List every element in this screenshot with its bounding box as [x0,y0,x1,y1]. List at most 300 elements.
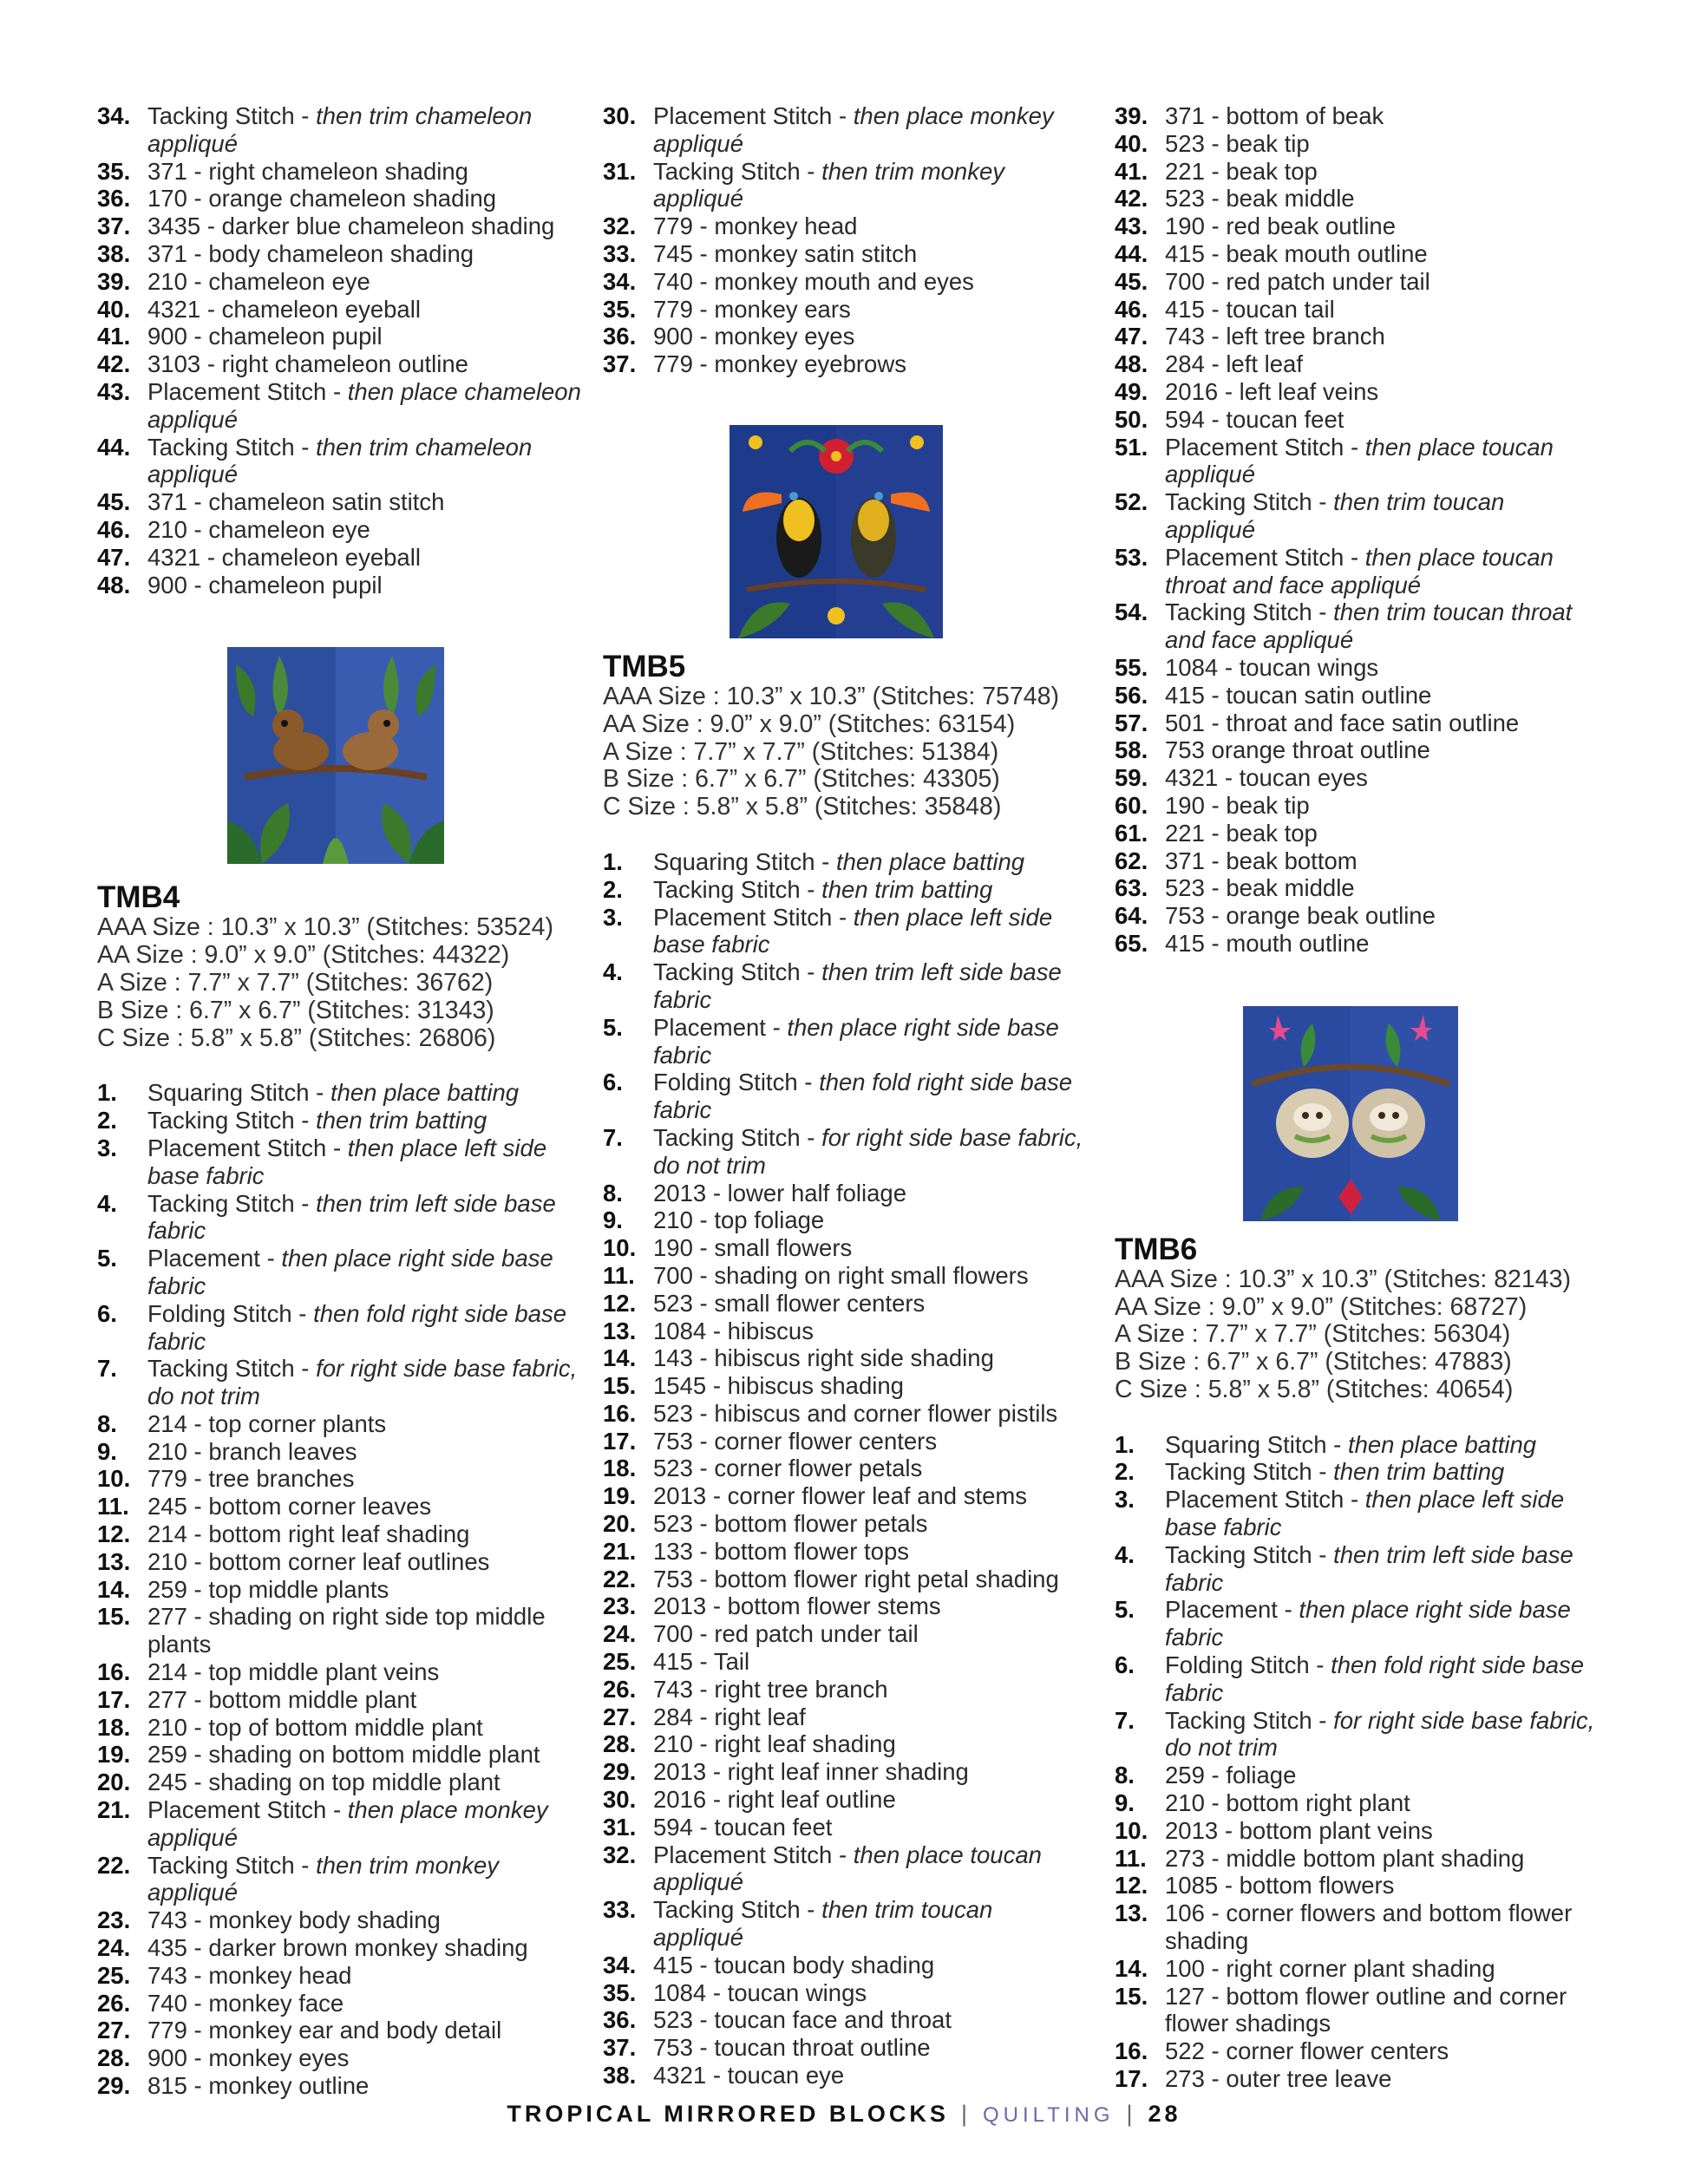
step-text [653,958,1089,1014]
step-number: 35. [97,157,131,185]
step-text [147,378,583,434]
step-item [1115,406,1600,434]
step-item [603,1592,1089,1620]
step-label: 779 - monkey ear and body detail [147,2017,502,2044]
step-item [97,1576,583,1604]
step-label: 700 - shading on right small flowers [653,1261,1029,1289]
step-number: 48. [97,571,131,598]
step-item [1115,930,1600,958]
step-instruction: then fold right side base fabric [1165,1651,1585,1706]
step-number: 20. [603,1510,637,1538]
step-text [1165,488,1600,544]
step-label: Placement Stitch - [653,1841,854,1868]
step-number: 58. [1115,736,1148,764]
step-label: Tacking Stitch - [1165,598,1334,626]
step-label: 753 orange throat outline [1165,736,1430,764]
tmb5-steps [603,848,1089,2089]
step-number: 29. [97,2072,131,2100]
column-3 [1115,102,1600,2093]
step-item [603,323,1089,350]
step-number: 11. [603,1261,635,1289]
step-item [97,323,583,350]
step-item [603,1979,1089,2007]
tmb5-block-image [730,425,943,638]
step-number: 43. [1115,213,1148,240]
step-number: 2. [97,1107,117,1135]
step-number: 28. [603,1730,637,1758]
step-label: 106 - corner flowers and bottom flower shading [1165,1900,1573,1955]
step-text [147,240,583,268]
step-text [147,1741,583,1769]
step-text [653,1730,1089,1758]
step-number: 23. [97,1906,131,1934]
step-item [1115,2065,1600,2093]
step-number: 33. [603,239,637,267]
step-item [97,1190,583,1246]
step-number: 48. [1115,350,1148,378]
step-label: 170 - orange chameleon shading [147,185,497,213]
step-label: 259 - shading on bottom middle plant [147,1741,540,1769]
step-label: Squaring Stitch - [653,847,836,875]
step-item [603,1648,1089,1676]
step-item [1115,296,1600,324]
step-label: 523 - beak tip [1165,129,1310,157]
tmb6-section [1115,1233,1600,2093]
step-text [653,1344,1089,1372]
step-item [1115,268,1600,296]
step-instruction: then place monkey appliqué [147,1796,548,1851]
step-text [1165,792,1600,820]
step-item [603,1124,1089,1180]
step-text [147,1079,583,1107]
step-number: 49. [1115,377,1148,405]
step-number: 24. [603,1620,637,1648]
step-label: Placement Stitch - [653,903,854,931]
step-number: 42. [97,350,131,378]
step-text [147,2017,583,2044]
step-item [603,158,1089,213]
step-label: 371 - body chameleon shading [147,239,474,267]
size-line: AA Size : 9.0” x 9.0” (Stitches: 44322) [97,941,510,970]
step-number: 46. [1115,295,1148,323]
step-item [97,378,583,434]
step-text [653,1206,1089,1234]
step-text [147,1410,583,1438]
step-number: 64. [1115,902,1148,930]
step-text [653,1262,1089,1290]
size-line: AAA Size : 10.3” x 10.3” (Stitches: 53524) [97,913,553,942]
step-text [1165,406,1600,434]
step-number: 21. [97,1796,131,1824]
step-item [97,1465,583,1493]
step-number: 34. [97,102,131,129]
step-number: 26. [97,1989,131,2017]
step-number: 61. [1115,819,1148,847]
step-item [97,158,583,186]
step-number: 7. [97,1355,117,1383]
step-item [603,1730,1089,1758]
step-number: 14. [603,1344,637,1372]
step-number: 36. [603,2006,637,2034]
step-label: 815 - monkey outline [147,2072,370,2100]
step-instruction: for right side base fabric, do not trim [147,1355,578,1410]
step-label: 523 - beak middle [1165,874,1355,902]
step-label: 435 - darker brown monkey shading [147,1934,528,1962]
step-text [653,1703,1089,1731]
step-number: 60. [1115,791,1148,819]
step-item [1115,1955,1600,1983]
step-label: 277 - shading on right side top middle plants [147,1603,546,1658]
step-number: 15. [97,1603,131,1631]
step-text [653,1400,1089,1428]
step-text [653,1896,1089,1952]
step-item [603,1344,1089,1372]
step-label: Placement Stitch - [1165,543,1365,571]
step-text [1165,378,1600,406]
step-number: 34. [603,267,637,295]
step-item [97,268,583,296]
step-number: 18. [603,1455,637,1482]
step-label: 190 - small flowers [653,1234,853,1262]
step-text [1165,1458,1600,1486]
step-item [603,904,1089,959]
step-number: 30. [603,1786,637,1814]
step-label: 2013 - bottom flower stems [653,1592,941,1620]
step-instruction: then place toucan appliqué [653,1841,1042,1896]
step-item [1115,1817,1600,1845]
step-number: 42. [1115,185,1148,213]
step-label: 745 - monkey satin stitch [653,239,918,267]
step-label: 523 - bottom flower petals [653,1510,928,1538]
step-item [97,1686,583,1714]
step-number: 36. [97,185,131,213]
step-label: 190 - red beak outline [1165,213,1397,240]
tmb4-section [97,881,583,2099]
step-text [653,350,1089,378]
step-label: 523 - corner flower petals [653,1455,923,1482]
step-label: 522 - corner flower centers [1165,2037,1449,2065]
step-text [1165,544,1600,599]
step-item [97,1107,583,1135]
step-number: 31. [603,1813,637,1841]
step-item [603,1620,1089,1648]
step-label: 415 - mouth outline [1165,929,1370,957]
step-label: 779 - monkey eyebrows [653,350,906,378]
step-instruction: then trim toucan appliqué [1165,488,1505,543]
step-number: 14. [97,1575,131,1603]
step-label: 259 - foliage [1165,1762,1297,1789]
step-number: 8. [603,1179,623,1206]
step-label: Squaring Stitch - [147,1079,330,1107]
step-instruction: then trim toucan throat and face appliqué [1165,598,1573,654]
step-text [1165,296,1600,324]
footer-title: TROPICAL MIRRORED BLOCKS [507,2101,949,2127]
step-item [1115,709,1600,737]
step-text [653,296,1089,324]
step-item [97,1852,583,1907]
step-label: 245 - bottom corner leaves [147,1493,432,1520]
step-label: 743 - monkey head [147,1961,352,1989]
step-label: 779 - tree branches [147,1465,355,1493]
step-text [147,1548,583,1576]
step-label: Placement Stitch - [653,102,854,129]
step-label: 415 - toucan tail [1165,295,1335,323]
step-number: 44. [97,433,131,461]
step-label: 1084 - toucan wings [653,1978,867,2006]
step-number: 23. [603,1592,637,1620]
step-text [653,1786,1089,1814]
step-instruction: then trim left side base fabric [1165,1540,1574,1596]
step-instruction: then trim chameleon appliqué [147,433,533,488]
step-item [97,516,583,544]
step-number: 55. [1115,653,1148,681]
step-text [1165,709,1600,737]
step-text [1165,130,1600,158]
step-label: 2016 - left leaf veins [1165,377,1379,405]
step-text [653,876,1089,904]
step-label: 1085 - bottom flowers [1165,1872,1395,1900]
step-text [653,848,1089,876]
step-number: 8. [1115,1762,1135,1789]
step-text [147,1769,583,1796]
step-label: 900 - monkey eyes [653,323,855,350]
step-label: 2013 - corner flower leaf and stems [653,1482,1028,1510]
step-label: 779 - monkey head [653,213,858,240]
step-text [147,1686,583,1714]
step-label: 900 - chameleon pupil [147,571,383,598]
step-item [603,1290,1089,1318]
step-label: 371 - chameleon satin stitch [147,488,445,516]
step-number: 52. [1115,488,1148,516]
step-label: 594 - toucan feet [653,1813,833,1841]
step-item [97,1438,583,1466]
step-text [1165,434,1600,489]
toucan-quilt-illustration [730,425,943,638]
step-text [147,1990,583,2017]
step-instruction: then trim batting [821,875,993,903]
step-label: 523 - beak middle [1165,185,1355,213]
step-label: 1084 - hibiscus [653,1317,814,1344]
step-instruction: then place monkey appliqué [653,102,1054,157]
step-label: 700 - red patch under tail [1165,267,1430,295]
step-text [1165,1872,1600,1900]
step-number: 40. [1115,129,1148,157]
step-item [97,1520,583,1548]
step-item [1115,488,1600,544]
step-number: 51. [1115,433,1148,461]
step-number: 27. [603,1703,637,1730]
tmb6-sizes [1115,1266,1600,1404]
step-label: 753 - orange beak outline [1165,902,1436,930]
step-number: 36. [603,323,637,350]
tmb3-continued-steps [97,102,583,598]
step-text [147,2072,583,2100]
step-item [1115,792,1600,820]
step-number: 50. [1115,405,1148,433]
step-number: 24. [97,1934,131,1962]
step-label: 900 - monkey eyes [147,2044,350,2072]
step-number: 5. [97,1245,117,1272]
step-text [147,1438,583,1466]
size-line: C Size : 5.8” x 5.8” (Stitches: 26806) [97,1023,496,1052]
step-item [603,2034,1089,2062]
step-item [1115,158,1600,186]
step-text [147,1714,583,1742]
step-text [653,1814,1089,1841]
step-text [1165,874,1600,902]
step-text [1165,213,1600,240]
step-item [1115,378,1600,406]
step-item [1115,598,1600,654]
step-number: 22. [603,1565,637,1592]
step-text [147,102,583,158]
step-item [603,350,1089,378]
step-number: 10. [97,1465,131,1493]
step-number: 6. [97,1299,117,1327]
step-item [603,1455,1089,1482]
step-instruction: then place chameleon appliqué [147,377,581,433]
step-instruction: then trim batting [316,1107,487,1135]
step-text [653,1482,1089,1510]
step-item [603,1069,1089,1124]
step-item [1115,847,1600,875]
step-label: 133 - bottom flower tops [653,1537,910,1565]
step-text [653,1676,1089,1703]
step-number: 7. [603,1123,623,1151]
step-item [1115,1762,1600,1789]
step-item [97,185,583,213]
step-number: 3. [1115,1486,1135,1514]
step-item [97,434,583,489]
step-label: Tacking Stitch - [147,102,317,129]
step-item [97,2044,583,2072]
sloth-quilt-illustration [1243,1006,1458,1221]
step-label: 210 - top foliage [653,1206,825,1234]
step-label: 371 - right chameleon shading [147,157,468,185]
step-number: 56. [1115,681,1148,709]
step-item [1115,1486,1600,1541]
tmb4-continued-steps [603,102,1089,378]
step-text [653,323,1089,350]
step-label: Folding Stitch - [653,1069,820,1096]
step-item [97,1603,583,1658]
step-label: 523 - small flower centers [653,1289,926,1317]
step-text [1165,1817,1600,1845]
step-label: 210 - right leaf shading [653,1730,896,1758]
step-instruction: then place batting [835,847,1025,875]
step-label: 210 - bottom corner leaf outlines [147,1547,490,1575]
step-number: 18. [97,1713,131,1741]
step-text [653,1592,1089,1620]
step-text [653,1841,1089,1897]
step-label: 100 - right corner plant shading [1165,1954,1495,1982]
step-label: 2013 - bottom plant veins [1165,1816,1433,1844]
step-text [653,2034,1089,2062]
step-instruction: then place right side base fabric [653,1013,1059,1069]
step-text [653,1952,1089,1979]
step-label: Placement Stitch - [1165,433,1365,461]
step-number: 13. [97,1547,131,1575]
size-line: A Size : 7.7” x 7.7” (Stitches: 36762) [97,968,494,997]
step-label: 740 - monkey face [147,1989,344,2017]
step-text [653,1318,1089,1345]
size-line: B Size : 6.7” x 6.7” (Stitches: 43305) [603,765,1000,794]
step-number: 5. [603,1013,623,1041]
step-text [1165,268,1600,296]
step-text [147,434,583,489]
step-label: 284 - left leaf [1165,350,1303,378]
step-number: 13. [1115,1900,1148,1927]
step-item [97,1796,583,1852]
step-instruction: then place toucan throat and face appliqué [1165,543,1554,598]
step-label: 210 - chameleon eye [147,515,370,543]
step-number: 21. [603,1537,637,1565]
step-item [97,296,583,324]
step-instruction: then fold right side base fabric [147,1299,567,1355]
step-instruction: then place right side base fabric [1165,1596,1571,1651]
size-line: A Size : 7.7” x 7.7” (Stitches: 51384) [603,737,999,766]
step-text [653,2006,1089,2034]
step-item [97,1741,583,1769]
step-item [1115,1983,1600,2038]
step-instruction: then place batting [330,1079,520,1107]
step-text [147,213,583,240]
step-text [1165,1707,1600,1762]
step-item [97,102,583,158]
step-text [147,185,583,213]
step-label: 214 - bottom right leaf shading [147,1520,470,1548]
step-item [1115,1707,1600,1762]
step-instruction: then trim left side base fabric [653,958,1062,1013]
step-number: 34. [603,1951,637,1978]
step-instruction: then place left side base fabric [653,903,1053,958]
step-item [97,1990,583,2017]
step-number: 16. [97,1658,131,1686]
step-label: Tacking Stitch - [653,1896,822,1924]
step-number: 17. [603,1427,637,1455]
step-label: 273 - middle bottom plant shading [1165,1844,1525,1872]
step-text [1165,764,1600,792]
step-number: 19. [603,1482,637,1510]
step-text [147,516,583,544]
step-number: 9. [603,1206,623,1234]
step-number: 32. [603,1841,637,1868]
step-number: 59. [1115,764,1148,792]
step-number: 19. [97,1741,131,1769]
step-instruction: for right side base fabric, do not trim [653,1123,1083,1179]
step-number: 35. [603,295,637,323]
step-text [147,1493,583,1520]
step-text [653,1372,1089,1400]
step-item [603,240,1089,268]
step-text [1165,1541,1600,1597]
step-number: 25. [603,1648,637,1676]
step-number: 41. [97,323,131,350]
step-item [1115,434,1600,489]
step-item [1115,682,1600,709]
step-item [603,848,1089,876]
step-instruction: then place left side base fabric [147,1134,547,1189]
step-label: Folding Stitch - [1165,1651,1331,1679]
step-number: 5. [1115,1596,1135,1624]
step-text [653,158,1089,213]
column-2 [603,102,1089,2089]
step-item [97,1135,583,1190]
step-text [1165,1955,1600,1983]
step-label: Placement Stitch - [1165,1486,1365,1514]
step-label: Placement - [147,1245,282,1272]
step-label: 700 - red patch under tail [653,1620,919,1648]
